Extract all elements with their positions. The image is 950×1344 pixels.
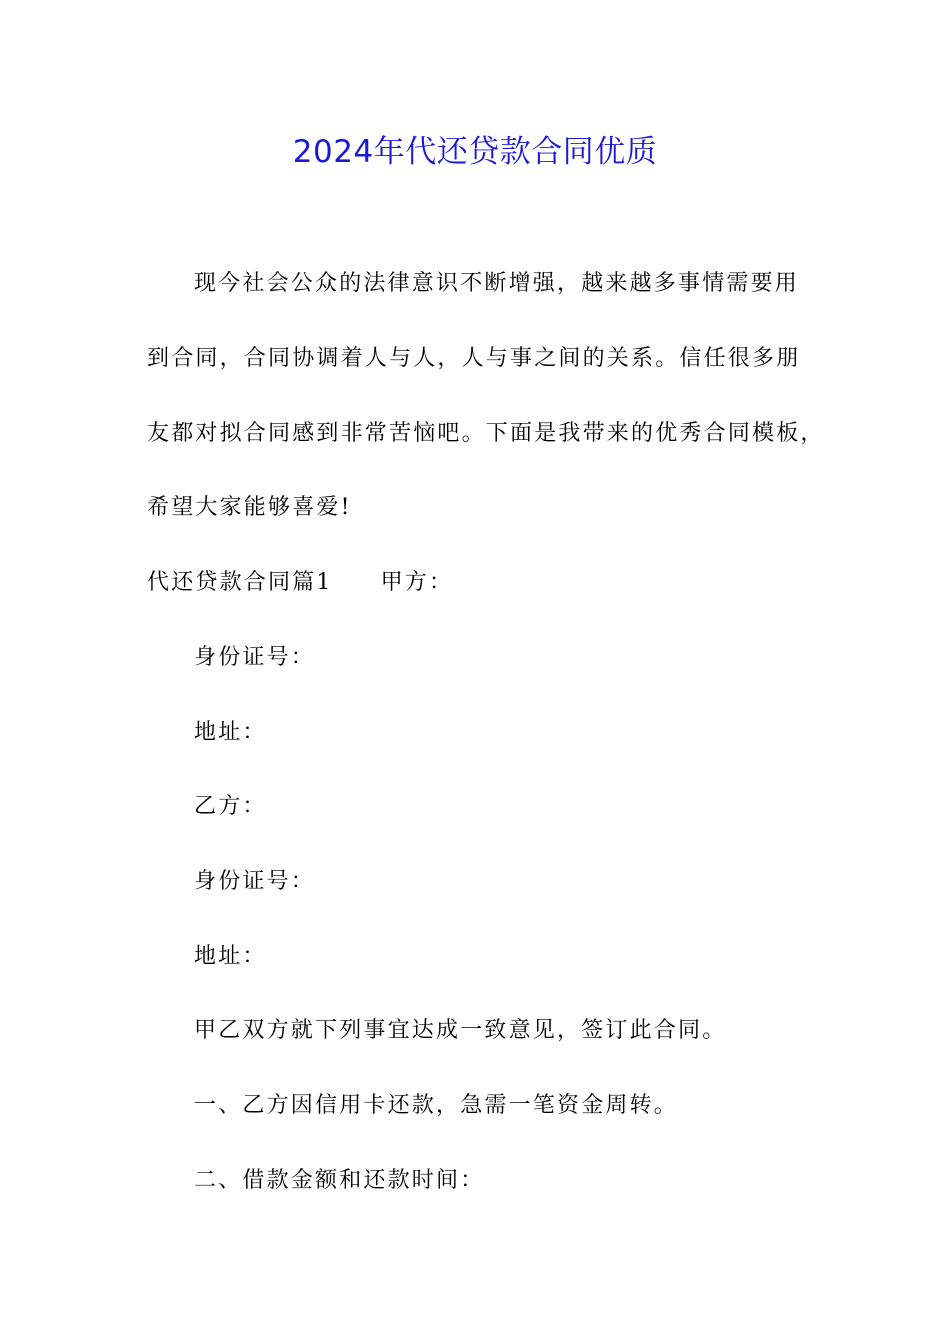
clause-2: 二、借款金额和还款时间： [194,1168,485,1193]
party-b-address-field: 地址： [194,944,267,969]
clause-1: 一、乙方因信用卡还款，急需一笔资金周转。 [194,1093,679,1118]
intro-line-2: 到合同，合同协调着人与人，人与事之间的关系。信任很多朋 [147,346,801,371]
party-a-address-field: 地址： [194,720,267,745]
party-b-label: 乙方： [194,794,267,819]
section-heading: 代还贷款合同篇1 [147,570,333,595]
agreement-statement: 甲乙双方就下列事宜达成一致意见，签订此合同。 [194,1018,727,1043]
intro-line-3: 友都对拟合同感到非常苦恼吧。下面是我带来的优秀合同模板， [147,421,825,446]
section-heading-row [147,568,827,598]
party-a-id-field: 身份证号： [194,645,316,670]
party-a-label: 甲方： [380,570,454,595]
intro-line-4: 希望大家能够喜爱! [147,495,352,520]
document-title: 2024年代还贷款合同优质 [292,134,658,170]
party-b-id-field: 身份证号： [194,869,316,894]
intro-line-1: 现今社会公众的法律意识不断增强，越来越多事情需要用 [194,271,800,296]
